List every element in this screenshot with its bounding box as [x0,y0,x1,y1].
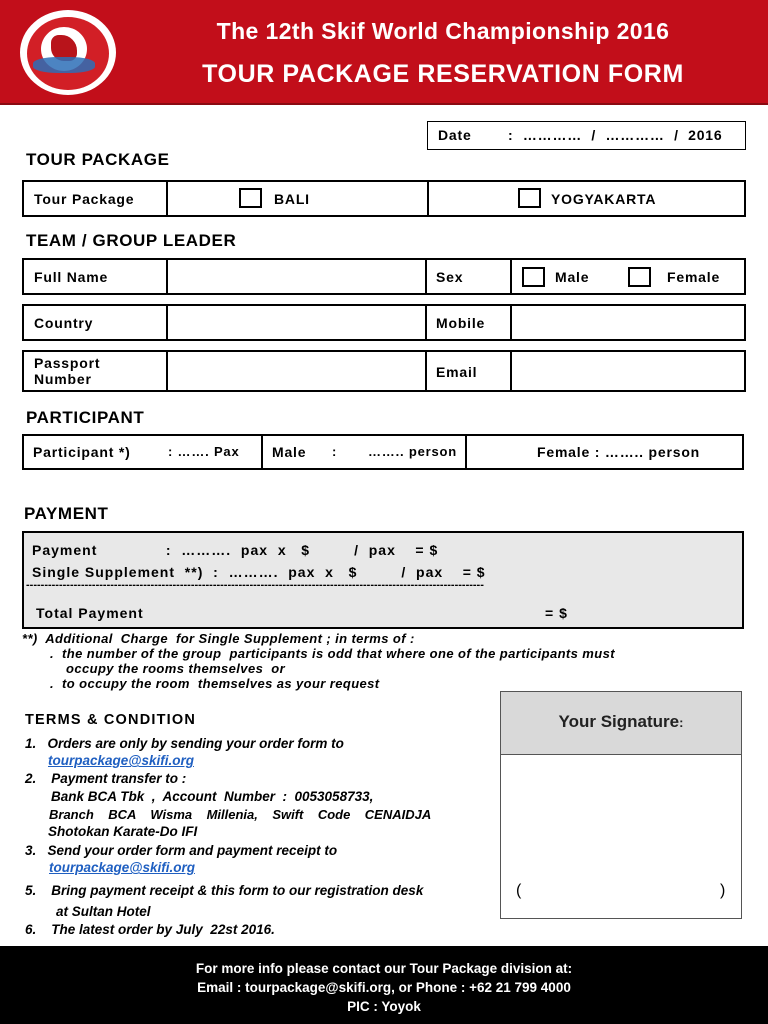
terms-item-2-bank: Bank BCA Tbk , Account Number : 0053058733, [51,789,374,804]
bali-label: BALI [274,191,310,207]
tour-package-row [22,180,746,217]
date-label: Date [438,127,472,143]
passport-label-line2: Number [34,371,92,387]
leader-row-country [22,304,746,341]
terms-item-5: 5. Bring payment receipt & this form to our registration desk [25,883,424,898]
passport-label-line1: Passport [34,355,101,371]
country-label: Country [34,315,94,331]
note-line-3: occupy the rooms themselves or [66,661,286,676]
participant-row [22,434,744,470]
full-name-input[interactable] [168,260,425,293]
terms-item-2: 2. Payment transfer to : [25,771,187,786]
signature-name-open-paren: ( [516,882,522,899]
terms-item-1: 1. Orders are only by sending your order form to [25,736,344,751]
total-payment-label: Total Payment [36,605,144,621]
date-value: : ………… / ………… / 2016 [508,127,723,143]
contact-footer [0,946,768,1024]
payment-divider: ----------------------------------------------------------------------------------------------------------------------------- [26,579,484,591]
tour-package-label: Tour Package [34,191,135,207]
yogyakarta-label: YOGYAKARTA [551,191,657,207]
terms-heading: TERMS & CONDITION [25,712,197,728]
male-label: Male [555,269,590,285]
terms-item-6: 6. The latest order by July 22st 2016. [25,922,275,937]
leader-heading: TEAM / GROUP LEADER [26,231,237,250]
passport-input[interactable] [168,352,425,390]
terms-item-3: 3. Send your order form and payment receipt to [25,843,338,858]
championship-title: The 12th Skif World Championship 2016 [216,18,670,44]
signature-box[interactable] [500,691,742,919]
leader-row-name [22,258,746,295]
single-supplement-row: Single Supplement **) : ………. pax x $ / pax = $ [32,564,486,580]
country-input[interactable] [168,306,425,339]
payment-row: Payment : ………. pax x $ / pax = $ [32,542,439,558]
note-line-1: **) Additional Charge for Single Supplement ; in terms of : [22,631,415,646]
female-checkbox[interactable] [628,267,651,287]
mobile-label: Mobile [436,315,486,331]
terms-item-1-link[interactable]: tourpackage@skifi.org [48,753,194,768]
note-line-4: . to occupy the room themselves as your request [50,676,380,691]
bali-checkbox[interactable] [239,188,262,208]
email-label: Email [436,364,478,380]
participant-label: Participant *) [33,444,131,460]
terms-item-3-link[interactable]: tourpackage@skifi.org [49,860,195,875]
total-payment-value: = $ [545,605,568,621]
footer-line-1: For more info please contact our Tour Package division at: [195,961,573,976]
mobile-input[interactable] [512,306,744,339]
participant-male-label: Male [272,444,307,460]
male-checkbox[interactable] [522,267,545,287]
signature-heading: Your Signature [558,712,680,731]
leader-row-passport [22,350,746,392]
payment-heading: PAYMENT [24,504,109,523]
form-title: TOUR PACKAGE RESERVATION FORM [202,60,684,88]
signature-name-close-paren: ) [720,882,726,899]
header-banner [0,0,768,105]
signature-heading-colon: : [679,715,684,730]
participant-pax-value[interactable]: : ……. Pax [168,444,240,459]
full-name-label: Full Name [34,269,109,285]
championship-logo [20,10,116,95]
female-label: Female [667,269,721,285]
terms-item-2-account-name: Shotokan Karate-Do IFI [48,824,198,839]
tour-package-heading: TOUR PACKAGE [26,150,170,169]
terms-item-2-branch: Branch BCA Wisma Millenia, Swift Code CENAIDJA [49,807,432,822]
note-line-2: . the number of the group participants is odd that where one of the participants must [50,646,615,661]
participant-heading: PARTICIPANT [26,408,145,427]
sex-label: Sex [436,269,464,285]
yogyakarta-checkbox[interactable] [518,188,541,208]
signature-header [501,692,741,755]
footer-line-2: Email : tourpackage@skifi.org, or Phone : +62 21 799 4000 [197,980,571,995]
participant-male-value[interactable]: : …….. person [332,444,457,459]
email-input[interactable] [512,352,744,390]
payment-box [22,531,744,629]
date-field[interactable] [427,121,746,150]
footer-line-3: PIC : Yoyok [347,999,421,1014]
participant-female-value[interactable]: Female : …….. person [537,444,701,460]
terms-item-5-location: at Sultan Hotel [56,904,151,919]
